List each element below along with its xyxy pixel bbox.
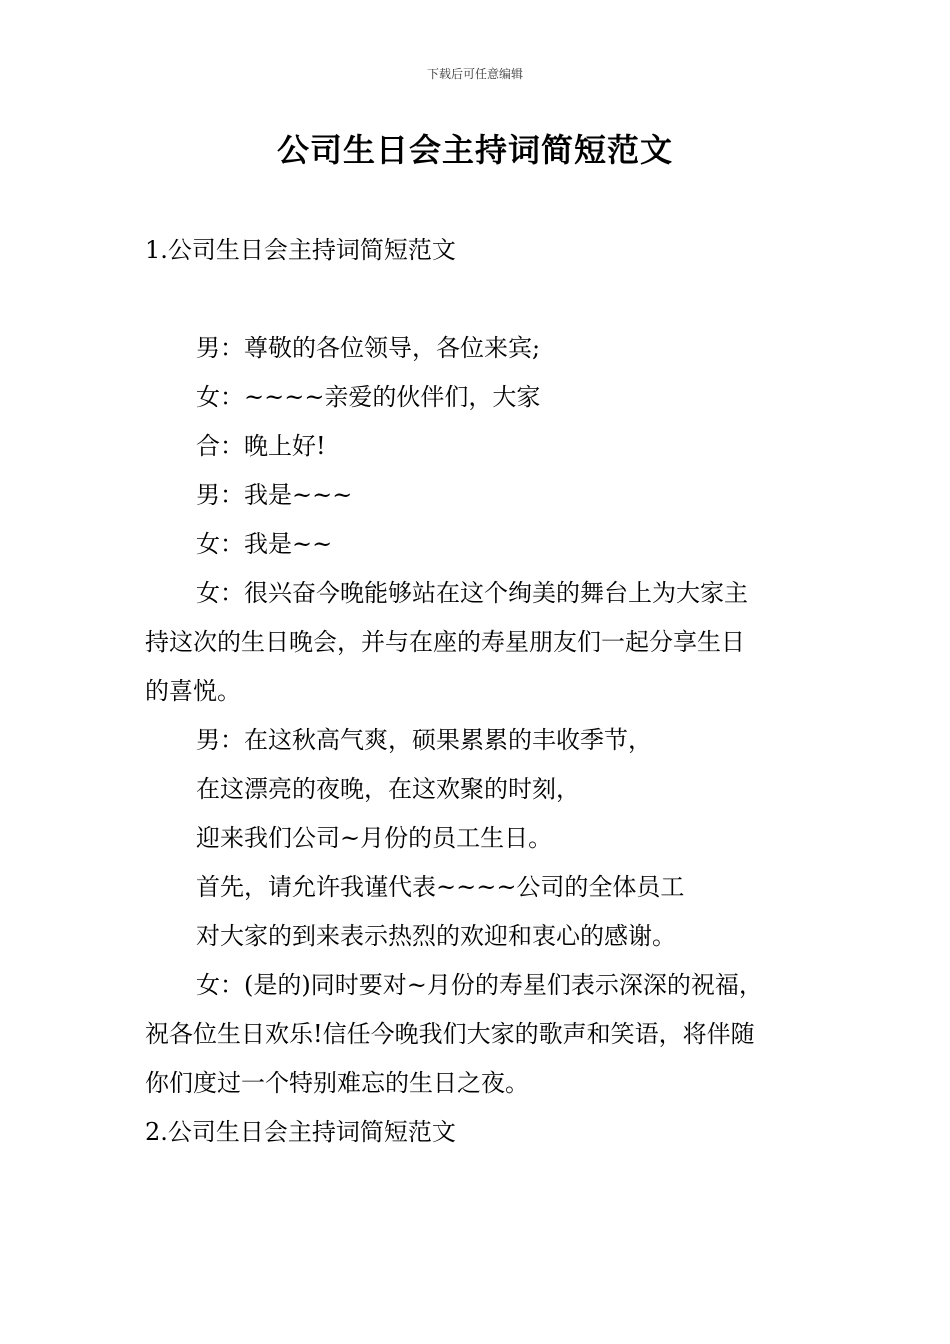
dialogue-line: 你们度过一个特别难忘的生日之夜。 xyxy=(145,1069,529,1097)
dialogue-line: 迎来我们公司~月份的员工生日。 xyxy=(196,824,553,852)
dialogue-line: 在这漂亮的夜晚，在这欢聚的时刻， xyxy=(196,775,580,803)
dialogue-line: 的喜悦。 xyxy=(145,677,241,705)
header-note: 下载后可任意编辑 xyxy=(426,67,523,81)
dialogue-line: 男：我是~~~ xyxy=(196,481,353,509)
dialogue-line: 祝各位生日欢乐!信任今晚我们大家的歌声和笑语，将伴随 xyxy=(145,1020,755,1048)
dialogue-line: 女：很兴奋今晚能够站在这个绚美的舞台上为大家主 xyxy=(196,579,748,607)
dialogue-line: 合：晚上好! xyxy=(196,432,326,460)
dialogue-body xyxy=(145,324,809,1157)
dialogue-line: 持这次的生日晚会，并与在座的寿星朋友们一起分享生日 xyxy=(145,628,745,656)
document-title: 公司生日会主持词简短范文 xyxy=(276,131,673,169)
dialogue-line: 女：~~~~亲爱的伙伴们，大家 xyxy=(196,383,541,411)
section-2-heading: 2.公司生日会主持词简短范文 xyxy=(145,1118,456,1146)
dialogue-line: 男：在这秋高气爽，硕果累累的丰收季节， xyxy=(196,726,652,754)
dialogue-line: 女：(是的)同时要对~月份的寿星们表示深深的祝福， xyxy=(196,971,763,999)
dialogue-line: 首先，请允许我谨代表~~~~公司的全体员工 xyxy=(196,873,685,901)
section-1-heading-block xyxy=(145,226,809,275)
dialogue-line: 对大家的到来表示热烈的欢迎和衷心的感谢。 xyxy=(196,922,676,950)
section-1-heading: 1.公司生日会主持词简短范文 xyxy=(145,236,456,264)
dialogue-line: 男：尊敬的各位领导，各位来宾; xyxy=(196,334,541,362)
dialogue-line: 女：我是~~ xyxy=(196,530,333,558)
